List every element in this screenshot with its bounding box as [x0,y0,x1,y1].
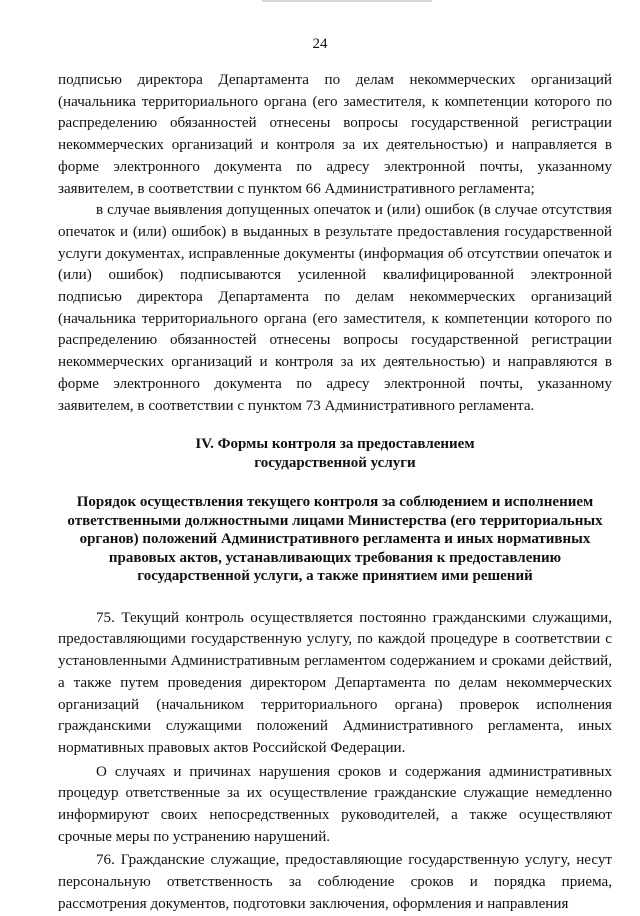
section-heading-line: государственной услуги [254,455,416,472]
paragraph-typo-correction: в случае выявления допущенных опечаток и (или) ошибок (в случае отсутствия опечаток и (или) ошибок) в выданных в результате предоставления государственной услуги документах, исправленные документы (информация об отсутствии опечаток и (или) ошибок) подписываются усиленной квалифицированной электронной подписью директора Департамента по делам некоммерческих организаций (начальника территориального органа (его заместителя, к компетенции которого по распределению обязанностей отнесены вопросы государственной регистрации некоммерческих организаций и контроля за их деятельностью) и направляются в форме электронного документа по адресу электронной почты, указанному заявителем, в соответствии с пунктом 73 Административного регламента. [58,202,612,414]
paragraph-75: 75. Текущий контроль осуществляется постоянно гражданскими служащими, предоставляющими государственную услугу, по каждой процедуре в соответствии с установленными Административным регламентом содержанием и сроками действий, а также путем проведения директором Департамента по делам некоммерческих организаций (начальником территориального органа) проверок исполнения гражданскими служащими положений Административного регламента, иных нормативных правовых актов Российской Федерации. [58,609,612,756]
subsection-heading-line: правовых актов, устанавливающих требования к предоставлению [108,549,562,566]
subsection-heading-line: Порядок осуществления текущего контроля за соблюдением и исполнением [76,494,594,511]
subsection-heading-line: ответственными должностными лицами Министерства (его территориальных [67,512,603,529]
document-body [58,70,612,916]
section-heading-line: IV. Формы контроля за предоставлением [195,436,475,453]
page-number: 24 [312,36,328,52]
subsection-heading [58,493,612,586]
section-heading [58,435,612,473]
paragraph-violations: О случаях и причинах нарушения сроков и содержания административных процедур ответственные за их осуществление гражданские служащие немедленно информируют своих непосредственных руководителей, а также осуществляют срочные меры по устранению нарушений. [58,763,612,845]
subsection-heading-line: государственной услуги, а также принятием ими решений [137,568,533,585]
scan-edge-mark [262,0,432,2]
paragraph-continuation: подписью директора Департамента по делам некоммерческих организаций (начальника территориального органа (его заместителя, к компетенции которого по распределению обязанностей отнесены вопросы государственной регистрации некоммерческих организаций и контроля за их деятельностью) и направляется в форме электронного документа по адресу электронной почты, указанному заявителем, в соответствии с пунктом 66 Административного регламента; [58,72,612,197]
subsection-heading-line: органов) положений Административного регламента и иных нормативных [79,531,591,548]
paragraph-76: 76. Гражданские служащие, предоставляющие государственную услугу, несут персональную ответственность за соблюдение сроков и порядка приема, рассмотрения документов, подготовки заключения, оформления и направления [58,852,612,912]
